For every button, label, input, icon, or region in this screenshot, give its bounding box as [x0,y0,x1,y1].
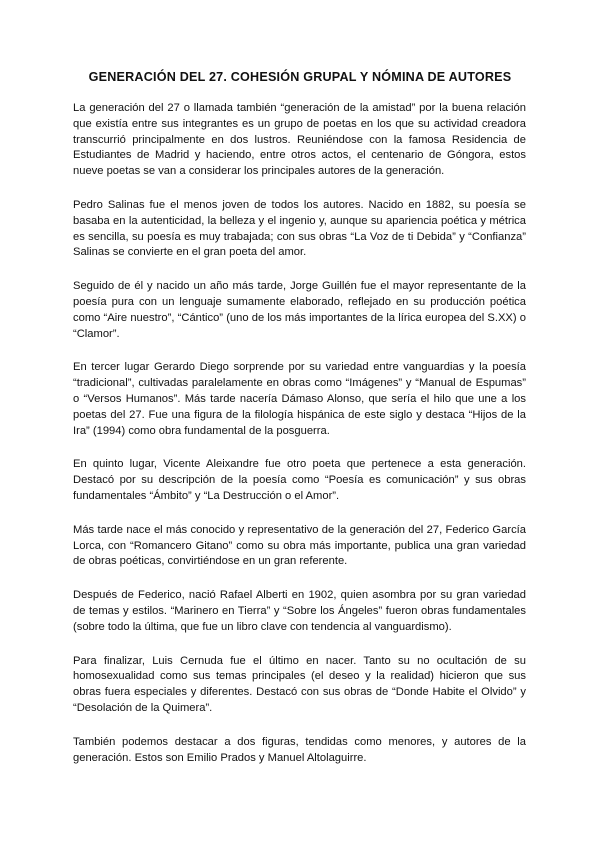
paragraph-aleixandre: En quinto lugar, Vicente Aleixandre fue otro poeta que pertenece a esta generación. Destacó por su descripción de la poesía como “Poesía es comunicación” y sus obras fundamentales “Ámbito” y “La Destrucción o el Amor”. [73,458,526,502]
document-body [73,101,526,784]
paragraph-lorca: Más tarde nace el más conocido y representativo de la generación del 27, Federico García Lorca, con “Romancero Gitano” como su obra más importante, publica una gran variedad de obras poéticas, convirtiéndose en un gran referente. [73,523,526,568]
paragraph-alberti: Después de Federico, nació Rafael Alberti en 1902, quien asombra por su gran variedad de temas y estilos. “Marinero en Tierra” y “Sobre los Ángeles” fueron obras fundamentales (sobre todo la última, que fue un libro clave con tendencia al vanguardismo). [73,589,526,633]
paragraph-guillen: Seguido de él y nacido un año más tarde, Jorge Guillén fue el mayor representante de la poesía pura con un lenguaje sumamente elaborado, reflejado en su producción poética como “Aire nuestro”, “Cántico” (uno de los más importantes de la lírica europea del S.XX) o “Clamor”. [73,280,526,340]
paragraph-diego-alonso: En tercer lugar Gerardo Diego sorprende por su variedad entre vanguardias y la poesía “tradicional”, cultivadas paralelamente en obras como “Imágenes” y “Manual de Espumas” o “Versos Humanos”. Más tarde nacería Dámaso Alonso, que sería el hilo que une a los poetas del 27. Fue una figura de la filología hispánica de este siglo y destaca “Hijos de la Ira” (1994) como obra fundamental de la posguerra. [73,361,526,437]
paragraph-salinas: Pedro Salinas fue el menos joven de todos los autores. Nacido en 1882, su poesía se basaba en la autenticidad, la belleza y el ingenio y, aunque su apariencia poética y métrica es sencilla, su poesía es muy trabajada; con sus obras “La Voz de ti Debida” y “Confianza” Salinas se convierte en el gran poeta del amor. [73,198,526,259]
paragraph-conclusion: También podemos destacar a dos figuras, tendidas como menores, y autores de la generación. Estos son Emilio Prados y Manuel Altolaguirre. [73,735,526,764]
page-title: GENERACIÓN DEL 27. COHESIÓN GRUPAL Y NÓMINA DE AUTORES [88,70,512,84]
paragraph-cernuda: Para finalizar, Luis Cernuda fue el último en nacer. Tanto su no ocultación de su homosexualidad como sus temas principales (el deseo y la realidad) hicieron que sus obras fuera especiales y diferentes. Destacó con sus obras de “Donde Habite el Olvido” y “Desolación de la Quimera”. [73,654,526,714]
paragraph-intro: La generación del 27 o llamada también “generación de la amistad” por la buena relación que existía entre sus integrantes es un grupo de poetas en los que su actividad creadora transcurrió principalmente en dos lustros. Reuniéndose con la famosa Residencia de Estudiantes de Madrid y haciendo, entre otros actos, el centenario de Góngora, estos nueve poetas se van a considerar los principales autores de la generación. [73,102,526,178]
